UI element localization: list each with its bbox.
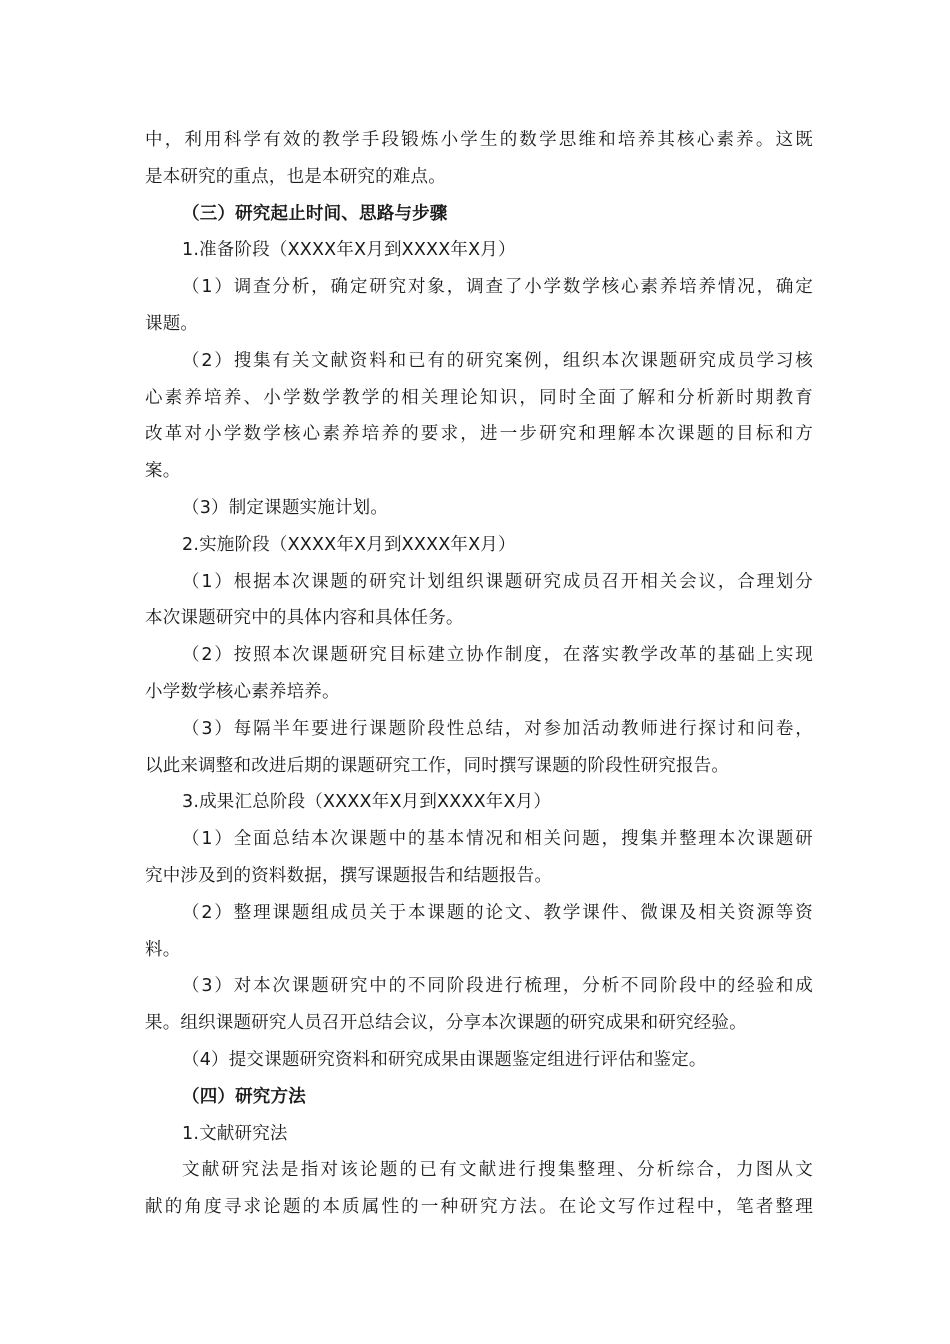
text-line: 改革对小学数学核心素养培养的要求，进一步研究和理解本次课题的目标和方: [145, 424, 813, 445]
text-line: 以此来调整和改进后期的课题研究工作，同时撰写课题的阶段性研究报告。: [145, 755, 730, 776]
text-line: 是本研究的重点，也是本研究的难点。: [145, 166, 446, 187]
text-line: 课题。: [145, 313, 199, 334]
text-line: 心素养培养、小学数学教学的相关理论知识，同时全面了解和分析新时期教育: [145, 387, 813, 408]
text-line: 本次课题研究中的具体内容和具体任务。: [145, 608, 464, 629]
text-line: （2）整理课题组成员关于本课题的论文、教学课件、微课及相关资源等资: [182, 902, 813, 923]
text-line: 献的角度寻求论题的本质属性的一种研究方法。在论文写作过程中，笔者整理: [145, 1197, 813, 1218]
text-line: 果。组织课题研究人员召开总结会议，分享本次课题的研究成果和研究经验。: [145, 1013, 747, 1034]
section-heading: （四）研究方法: [182, 1086, 306, 1107]
text-line: （1）调查分析，确定研究对象，调查了小学数学核心素养培养情况，确定: [182, 277, 813, 298]
text-line: 3.成果汇总阶段（XXXX年X月到XXXX年X月）: [182, 792, 552, 813]
text-line: （1）根据本次课题的研究计划组织课题研究成员召开相关会议，合理划分: [182, 571, 813, 592]
text-line: （3）每隔半年要进行课题阶段性总结，对参加活动教师进行探讨和问卷，: [182, 718, 813, 739]
text-line: 案。: [145, 461, 181, 482]
section-heading: （三）研究起止时间、思路与步骤: [182, 203, 448, 224]
text-line: （4）提交课题研究资料和研究成果由课题鉴定组进行评估和鉴定。: [182, 1049, 707, 1070]
text-line: 文献研究法是指对该论题的已有文献进行搜集整理、分析综合，力图从文: [182, 1160, 813, 1181]
text-line: （3）制定课题实施计划。: [182, 497, 389, 518]
text-line: 1.准备阶段（XXXX年X月到XXXX年X月）: [182, 240, 516, 261]
text-line: 中，利用科学有效的教学手段锻炼小学生的数学思维和培养其核心素养。这既: [145, 130, 813, 150]
text-line: 究中涉及到的资料数据，撰写课题报告和结题报告。: [145, 865, 553, 886]
text-line: 1.文献研究法: [182, 1123, 288, 1144]
text-line: 料。: [145, 939, 181, 960]
text-line: （2）按照本次课题研究目标建立协作制度，在落实教学改革的基础上实现: [182, 645, 813, 666]
text-line: 小学数学核心素养培养。: [145, 681, 340, 702]
text-line: （1）全面总结本次课题中的基本情况和相关问题，搜集并整理本次课题研: [182, 829, 813, 850]
text-line: （3）对本次课题研究中的不同阶段进行梳理，分析不同阶段中的经验和成: [182, 976, 813, 997]
document-body: [145, 122, 813, 1226]
text-line: （2）搜集有关文献资料和已有的研究案例，组织本次课题研究成员学习核: [182, 350, 813, 371]
text-line: 2.实施阶段（XXXX年X月到XXXX年X月）: [182, 534, 516, 555]
